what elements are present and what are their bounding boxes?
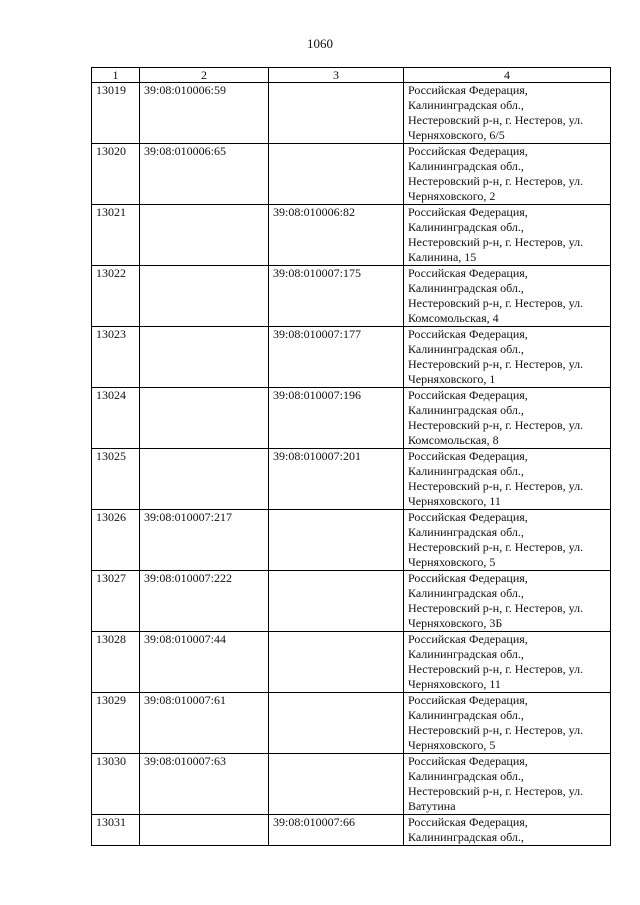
row-number-cell: 13026 bbox=[92, 510, 140, 571]
address-line: Российская Федерация, bbox=[408, 144, 528, 158]
cadastral-number-cell: 39:08:010006:65 bbox=[140, 144, 269, 205]
register-table bbox=[91, 67, 611, 846]
cadastral-number-cell bbox=[140, 205, 269, 266]
row-number-cell: 13029 bbox=[92, 693, 140, 754]
table-row bbox=[92, 754, 611, 815]
cadastral-number-cell: 39:08:010007:217 bbox=[140, 510, 269, 571]
row-number-cell: 13027 bbox=[92, 571, 140, 632]
table-row bbox=[92, 693, 611, 754]
address-line: Российская Федерация, bbox=[408, 266, 528, 280]
cadastral-number-alt-cell bbox=[269, 571, 404, 632]
address-cell bbox=[404, 388, 611, 449]
cadastral-number-cell: 39:08:010007:63 bbox=[140, 754, 269, 815]
address-line: Нестеровский р-н, г. Нестеров, ул. bbox=[408, 601, 584, 615]
address-line: Калининградская обл., bbox=[408, 586, 524, 600]
table-row bbox=[92, 632, 611, 693]
cadastral-number-alt-cell: 39:08:010007:66 bbox=[269, 815, 404, 846]
address-line: Черняховского, 6/5 bbox=[408, 128, 505, 142]
address-cell bbox=[404, 83, 611, 144]
row-number-cell: 13023 bbox=[92, 327, 140, 388]
address-cell bbox=[404, 754, 611, 815]
address-line: Нестеровский р-н, г. Нестеров, ул. bbox=[408, 357, 584, 371]
address-cell bbox=[404, 571, 611, 632]
address-line: Нестеровский р-н, г. Нестеров, ул. bbox=[408, 784, 584, 798]
table-row bbox=[92, 144, 611, 205]
address-line: Нестеровский р-н, г. Нестеров, ул. bbox=[408, 296, 584, 310]
table-row bbox=[92, 327, 611, 388]
address-line: Калининградская обл., bbox=[408, 464, 524, 478]
cadastral-number-cell: 39:08:010007:61 bbox=[140, 693, 269, 754]
address-line: Калининградская обл., bbox=[408, 98, 524, 112]
cadastral-number-alt-cell: 39:08:010007:196 bbox=[269, 388, 404, 449]
address-cell bbox=[404, 327, 611, 388]
address-line: Российская Федерация, bbox=[408, 83, 528, 97]
address-line: Калинина, 15 bbox=[408, 250, 477, 264]
address-line: Калининградская обл., bbox=[408, 525, 524, 539]
row-number-cell: 13021 bbox=[92, 205, 140, 266]
address-line: Российская Федерация, bbox=[408, 205, 528, 219]
header-col-3: 3 bbox=[269, 68, 404, 83]
table-row bbox=[92, 815, 611, 846]
address-line: Российская Федерация, bbox=[408, 693, 528, 707]
cadastral-number-alt-cell: 39:08:010007:175 bbox=[269, 266, 404, 327]
row-number-cell: 13024 bbox=[92, 388, 140, 449]
table-row bbox=[92, 83, 611, 144]
address-line: Калининградская обл., bbox=[408, 342, 524, 356]
address-line: Калининградская обл., bbox=[408, 647, 524, 661]
cadastral-number-alt-cell bbox=[269, 693, 404, 754]
address-line: Нестеровский р-н, г. Нестеров, ул. bbox=[408, 235, 584, 249]
table-row bbox=[92, 571, 611, 632]
address-line: Российская Федерация, bbox=[408, 632, 528, 646]
row-number-cell: 13022 bbox=[92, 266, 140, 327]
address-line: Российская Федерация, bbox=[408, 388, 528, 402]
cadastral-number-alt-cell bbox=[269, 83, 404, 144]
address-line: Черняховского, 5 bbox=[408, 738, 496, 752]
table-row bbox=[92, 266, 611, 327]
table-row bbox=[92, 449, 611, 510]
header-row bbox=[92, 68, 611, 83]
address-line: Нестеровский р-н, г. Нестеров, ул. bbox=[408, 723, 584, 737]
cadastral-number-alt-cell bbox=[269, 632, 404, 693]
address-line: Калининградская обл., bbox=[408, 281, 524, 295]
address-line: Калининградская обл., bbox=[408, 830, 524, 844]
cadastral-number-cell: 39:08:010006:59 bbox=[140, 83, 269, 144]
address-line: Российская Федерация, bbox=[408, 571, 528, 585]
header-col-1: 1 bbox=[92, 68, 140, 83]
header-col-4: 4 bbox=[404, 68, 611, 83]
cadastral-number-alt-cell: 39:08:010007:201 bbox=[269, 449, 404, 510]
address-cell bbox=[404, 510, 611, 571]
address-cell bbox=[404, 449, 611, 510]
address-cell bbox=[404, 632, 611, 693]
address-cell bbox=[404, 144, 611, 205]
address-line: Черняховского, 3Б bbox=[408, 616, 503, 630]
cadastral-number-alt-cell: 39:08:010006:82 bbox=[269, 205, 404, 266]
address-line: Калининградская обл., bbox=[408, 769, 524, 783]
address-line: Российская Федерация, bbox=[408, 449, 528, 463]
page-number: 1060 bbox=[307, 36, 333, 51]
cadastral-number-cell bbox=[140, 266, 269, 327]
address-line: Российская Федерация, bbox=[408, 510, 528, 524]
address-line: Ватутина bbox=[408, 799, 456, 813]
row-number-cell: 13030 bbox=[92, 754, 140, 815]
address-cell bbox=[404, 815, 611, 846]
address-line: Черняховского, 1 bbox=[408, 372, 496, 386]
row-number-cell: 13020 bbox=[92, 144, 140, 205]
address-line: Нестеровский р-н, г. Нестеров, ул. bbox=[408, 479, 584, 493]
address-line: Калининградская обл., bbox=[408, 159, 524, 173]
row-number-cell: 13031 bbox=[92, 815, 140, 846]
table-row bbox=[92, 388, 611, 449]
cadastral-number-cell: 39:08:010007:44 bbox=[140, 632, 269, 693]
address-line: Российская Федерация, bbox=[408, 327, 528, 341]
address-line: Черняховского, 2 bbox=[408, 189, 496, 203]
address-line: Черняховского, 11 bbox=[408, 677, 501, 691]
cadastral-number-cell: 39:08:010007:222 bbox=[140, 571, 269, 632]
address-line: Комсомольская, 8 bbox=[408, 433, 499, 447]
row-number-cell: 13028 bbox=[92, 632, 140, 693]
cadastral-number-cell bbox=[140, 388, 269, 449]
cadastral-number-cell bbox=[140, 449, 269, 510]
address-cell bbox=[404, 266, 611, 327]
address-line: Нестеровский р-н, г. Нестеров, ул. bbox=[408, 174, 584, 188]
table-row bbox=[92, 510, 611, 571]
address-line: Калининградская обл., bbox=[408, 403, 524, 417]
table-row bbox=[92, 205, 611, 266]
row-number-cell: 13019 bbox=[92, 83, 140, 144]
cadastral-number-cell bbox=[140, 327, 269, 388]
address-cell bbox=[404, 205, 611, 266]
address-line: Нестеровский р-н, г. Нестеров, ул. bbox=[408, 418, 584, 432]
cadastral-number-alt-cell bbox=[269, 754, 404, 815]
address-line: Черняховского, 11 bbox=[408, 494, 501, 508]
cadastral-number-alt-cell bbox=[269, 144, 404, 205]
address-line: Российская Федерация, bbox=[408, 754, 528, 768]
address-line: Российская Федерация, bbox=[408, 815, 528, 829]
address-line: Нестеровский р-н, г. Нестеров, ул. bbox=[408, 662, 584, 676]
header-col-2: 2 bbox=[140, 68, 269, 83]
address-line: Калининградская обл., bbox=[408, 220, 524, 234]
address-cell bbox=[404, 693, 611, 754]
address-line: Комсомольская, 4 bbox=[408, 311, 499, 325]
row-number-cell: 13025 bbox=[92, 449, 140, 510]
address-line: Калининградская обл., bbox=[408, 708, 524, 722]
address-line: Нестеровский р-н, г. Нестеров, ул. bbox=[408, 113, 584, 127]
address-line: Черняховского, 5 bbox=[408, 555, 496, 569]
cadastral-number-alt-cell bbox=[269, 510, 404, 571]
address-line: Нестеровский р-н, г. Нестеров, ул. bbox=[408, 540, 584, 554]
cadastral-number-cell bbox=[140, 815, 269, 846]
cadastral-number-alt-cell: 39:08:010007:177 bbox=[269, 327, 404, 388]
